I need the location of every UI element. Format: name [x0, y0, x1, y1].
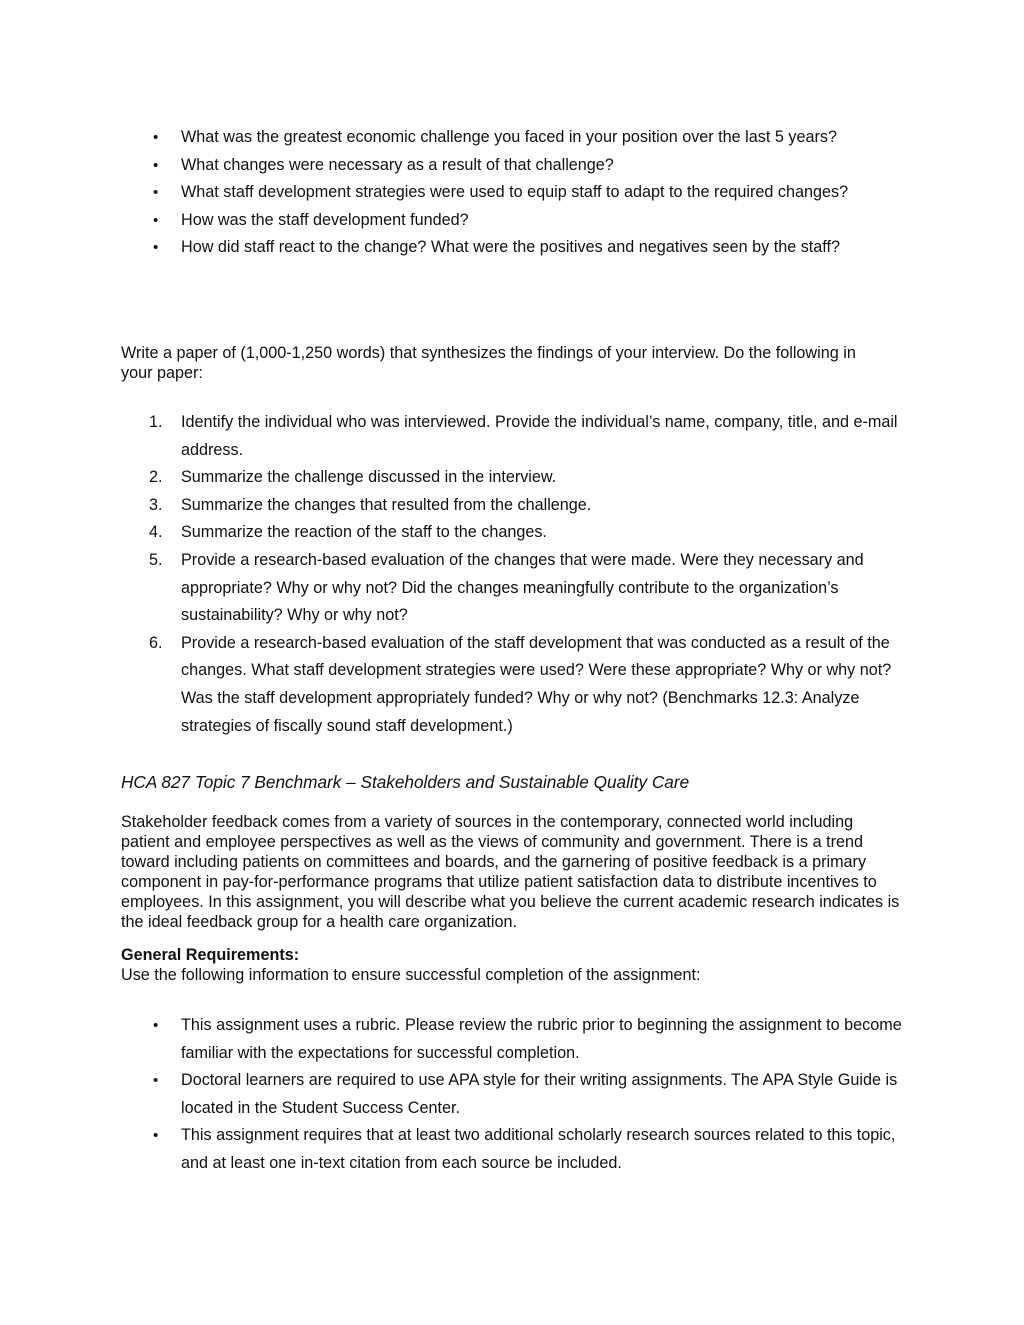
list-item: • This assignment uses a rubric. Please review the rubric prior to beginning the assignment to become familiar with the expectations for successful completion.	[121, 1012, 911, 1067]
list-item: 6. Provide a research-based evaluation of the staff development that was conducted as a result of the changes. What staff development strategies were used? Were these appropriate? Why or why not? Was the staff development appropriately funded? Why or why not? (Benchmarks 12.3: Analyze strategies of fiscally sound staff development.)	[121, 630, 911, 740]
list-item: • What was the greatest economic challenge you faced in your position over the last 5 years?	[121, 124, 911, 152]
list-number: 3.	[149, 495, 163, 514]
list-item: • What staff development strategies were used to equip staff to adapt to the required changes?	[121, 179, 911, 207]
bullet-icon: •	[153, 129, 159, 146]
requirements-intro: Use the following information to ensure successful completion of the assignment:	[121, 966, 701, 984]
section-heading-block	[121, 772, 911, 793]
list-item: 5. Provide a research-based evaluation of the changes that were made. Were they necessary and appropriate? Why or why not? Did the changes meaningfully contribute to the organization’s sustainability? Why or why not?	[121, 547, 911, 630]
list-item: • This assignment requires that at least two additional scholarly research sources related to this topic, and at least one in-text citation from each source be included.	[121, 1122, 911, 1177]
section-paragraph: Stakeholder feedback comes from a variety of sources in the contemporary, connected world including patient and employee perspectives as well as the views of community and government. There is a trend toward including patients on committees and boards, and the garnering of positive feedback is a primary component in pay-for-performance programs that utilize patient satisfaction data to distribute incentives to employees. In this assignment, you will describe what you believe the current academic research indicates is the ideal feedback group for a health care organization.	[121, 813, 900, 931]
list-item: • How did staff react to the change? What were the positives and negatives seen by the staff?	[121, 234, 911, 262]
bullet-icon: •	[153, 1127, 159, 1145]
section-paragraph-block	[121, 812, 906, 932]
interview-questions-list	[121, 124, 911, 262]
list-number: 4.	[149, 523, 163, 542]
list-item: • How was the staff development funded?	[121, 207, 911, 235]
bullet-icon: •	[153, 1017, 159, 1034]
bullet-icon: •	[153, 1072, 159, 1090]
requirements-title: General Requirements:	[121, 946, 300, 964]
bullet-icon: •	[153, 156, 159, 174]
intro-paragraph: Write a paper of (1,000-1,250 words) that synthesizes the findings of your interview. Do the following in your paper:	[121, 344, 856, 382]
list-number: 1.	[149, 413, 163, 431]
list-item: 3. Summarize the changes that resulted from the challenge.	[121, 492, 911, 520]
list-item: 2. Summarize the challenge discussed in the interview.	[121, 464, 911, 492]
list-item: 1. Identify the individual who was interviewed. Provide the individual’s name, company, title, and e-mail address.	[121, 409, 911, 464]
list-number: 5.	[149, 550, 163, 569]
bullet-icon: •	[153, 184, 159, 202]
list-item: • What changes were necessary as a result of that challenge?	[121, 152, 911, 180]
bullet-icon: •	[153, 211, 159, 229]
list-number: 6.	[149, 633, 163, 652]
list-item: 4. Summarize the reaction of the staff to the changes.	[121, 519, 911, 547]
section-heading: HCA 827 Topic 7 Benchmark – Stakeholders and Sustainable Quality Care	[121, 772, 690, 792]
paper-instructions-list	[121, 409, 911, 740]
requirements-list	[121, 1012, 911, 1178]
bullet-icon: •	[153, 239, 159, 257]
requirements-header-block	[121, 945, 911, 985]
list-number: 2.	[149, 468, 163, 487]
intro-paragraph-block	[121, 343, 881, 383]
list-item: • Doctoral learners are required to use APA style for their writing assignments. The APA Style Guide is located in the Student Success Center.	[121, 1067, 911, 1122]
